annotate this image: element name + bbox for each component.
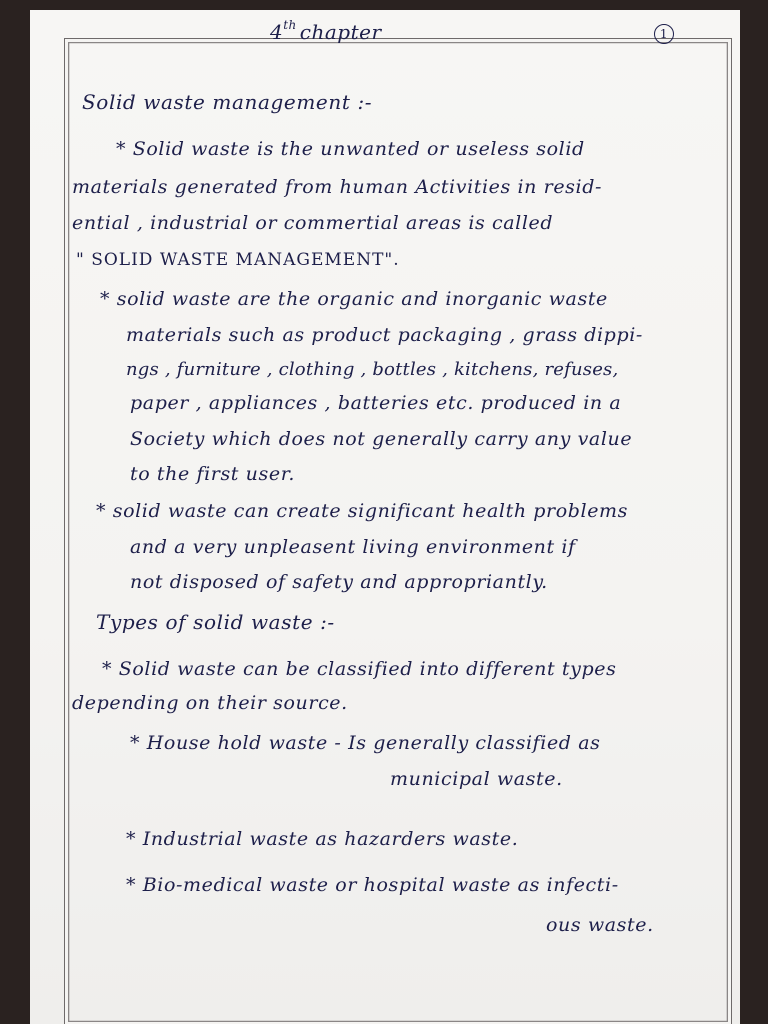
text-line: and a very unpleasent living environment if	[130, 536, 576, 558]
text-line: municipal waste.	[390, 768, 563, 790]
text-line: to the first user.	[130, 463, 295, 485]
list-item-industrial-waste: * Industrial waste as hazarders waste.	[126, 828, 519, 850]
page-number-circle: 1	[654, 24, 674, 44]
text-line: paper , appliances , batteries etc. produced in a	[130, 392, 622, 414]
text-line: Society which does not generally carry any value	[130, 428, 633, 450]
notebook-page	[30, 10, 740, 1024]
text-line: depending on their source.	[72, 692, 348, 714]
text-line: " SOLID WASTE MANAGEMENT".	[76, 250, 400, 270]
text-line: materials generated from human Activities in resid-	[72, 176, 602, 198]
text-line: * solid waste can create significant health problems	[96, 500, 629, 522]
text-line: materials such as product packaging , grass dippi-	[126, 324, 643, 346]
list-item-household-waste: * House hold waste - Is generally classified as	[130, 732, 601, 754]
text-line: not disposed of safety and appropriantly.	[130, 571, 548, 593]
text-line: ential , industrial or commertial areas is called	[72, 212, 554, 234]
text-line: ous waste.	[546, 914, 654, 936]
chapter-word: chapter	[299, 20, 382, 44]
chapter-number: 4	[270, 20, 284, 44]
list-item-bio-medical-waste: * Bio-medical waste or hospital waste as infecti-	[126, 874, 619, 896]
text-line: * solid waste are the organic and inorganic waste	[100, 288, 608, 310]
section-heading-types-of-solid-waste: Types of solid waste :-	[96, 610, 335, 634]
section-heading-solid-waste-management: Solid waste management :-	[82, 90, 373, 114]
chapter-suffix: th	[283, 18, 297, 32]
text-line: ngs , furniture , clothing , bottles , kitchens, refuses,	[126, 359, 619, 380]
text-line: * Solid waste is the unwanted or useless solid	[116, 138, 585, 160]
text-line: * Solid waste can be classified into different types	[102, 658, 617, 680]
chapter-heading	[270, 18, 382, 44]
